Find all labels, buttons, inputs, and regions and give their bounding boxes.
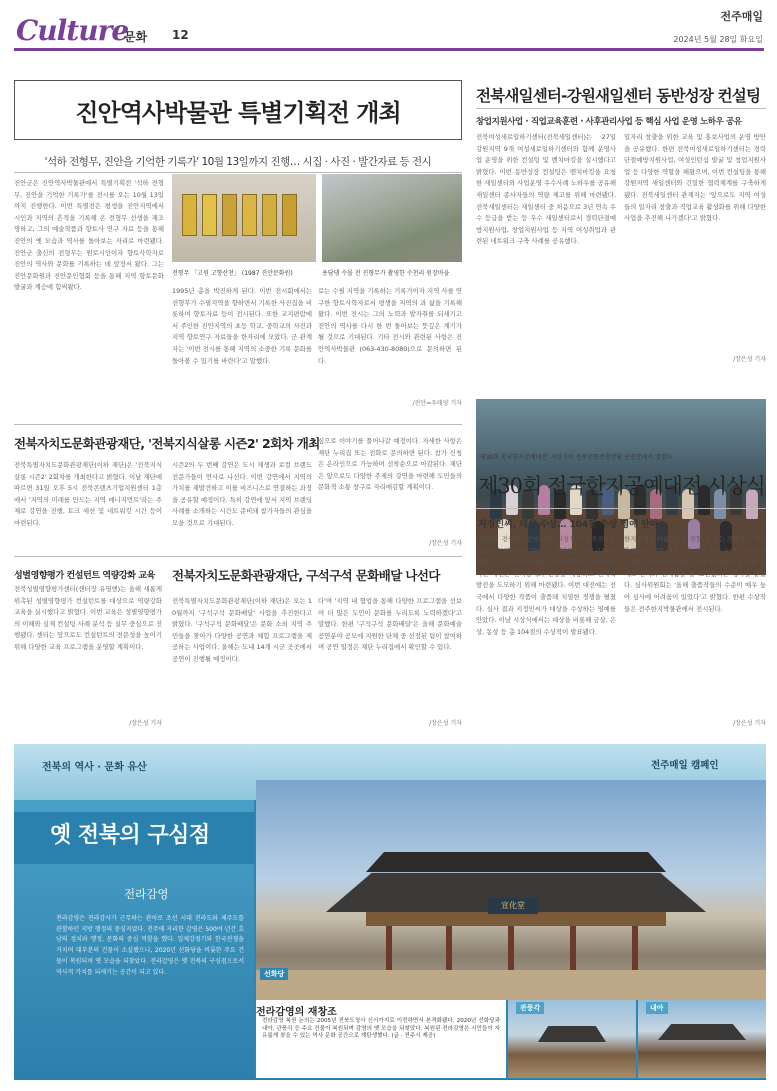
roof-upper bbox=[366, 852, 666, 872]
feature-caption-body: 전라감영 복원 논의는 2005년 전북도청사 신시가지로 이전하면서 본격화됐다. 2020년 선화당과 내아, 관풍각 등 주요 건물이 복원되며 감영의 옛 모습을 되찾았다. 복원된 전라감영은 시민들이 자유롭게 찾을 수 있는 역사 문화 공간으로 재탄생했다. (글 · 전주시 제공) bbox=[262, 1018, 500, 1040]
training-headline: 성별영향평가 컨설턴트 역량강화 교육 bbox=[14, 571, 155, 581]
salon-headline: 전북자치도문화관광재단, '전북지식살롱 시즌2' 2회차 개최 bbox=[14, 436, 320, 451]
book-cover bbox=[202, 194, 217, 236]
book-cover bbox=[242, 194, 257, 236]
seonhwadang-photo bbox=[256, 780, 766, 1000]
group-photo-caption: '제30회 전국한지공예대전' 시상식이 전북전통종합전당 공연장에서 열렸다. bbox=[478, 454, 675, 461]
hanji-body-col1: '제30회 전국한지공예대전' 시상식이 전북전통종합전당 공연장에서 열렸다. 전북도와 전주시가 주최하고 전주한지공예대전 운영위원회가 주관하는 이번 대전은 한지공예의 전통을 계승하고 현대적 발전을 도모하기 위해 마련됐다. 이번 대전에는 전국에서 다양한 작품이 출품돼 치열한 경쟁을 펼쳤다. 심사 결과 지정민씨가 대상을 수상하는 영예를 안았다. 이날 시상식에서는 대상을 비롯해 금상, 은상, 동상 등 총 104점의 수상작이 발표됐다. bbox=[476, 535, 616, 636]
feature-campaign-label: 전주매일 캠페인 bbox=[651, 760, 719, 771]
book-cover bbox=[282, 194, 297, 236]
salon-body-col1: 전북특별자치도문화관광재단(이하 재단)은 '전북지식살롱 시즌2' 2회차를 개최한다고 밝혔다. 이날 재단에 따르면 31일 오후 5시 전북콘텐츠기업지원센터 1층에서 '지역의 미래를 만드는 지역 매니지먼트'라는 주제로 강연을 진행, 토크 세션 및 네트워킹 시간 등이 마련된다. bbox=[14, 461, 162, 527]
gwanpunggak-photo bbox=[508, 1000, 636, 1078]
right-body-col1: 전북여성새로일하기센터(전북새일센터)는 27일 강원지역 9개 여성새로일하기센터와 함께 운영사업 운영을 위한 컨설팅 및 벤치마킹을 실시했다고 밝혔다. 이번 동반성장 컨설팅은 벤치마킹을 요청한 새일센터와 사업운영 우수사례 노하우를 공유해 새일센터 종사자들의 역량 제고를 위해 마련됐다. 전북새일센터는 새일센터 중 처음으로 3년 연속 우수 등급을 받는 등 우수 새일센터로서 경력단절예방지원사업, 창업지원사업 등 지역 여성취업과 관련된 네트워크 구축 사례를 공유했다. bbox=[476, 133, 616, 246]
byline: /장은성 기자 bbox=[129, 720, 162, 727]
culture-body-col2: 다'며 '지역 내 협업을 통해 다양한 프로그램을 선보여 더 많은 도민이 문화를 누리도록 노력하겠다'고 말했다. 한편 '구석구석 문화배달'은 올해 문화예술 공연분야 공모에 지원한 단체 중 선정된 팀이 참여하며 공연 일정은 재단 누리집에서 확인할 수 있다. bbox=[318, 597, 462, 652]
hanji-body-col2: 한지공예의 아름다움을 전할 수 있는 작품들이 대거 출품되며 이번 대전의 수준을 한층 높였다. 대상을 수상한 지정민씨 작품은 '전통과 현대의 조화'를 주제로 한지의 섬세함을 잘 표현했다는 평가를 받았다. 심사위원회는 '올해 출품작들의 수준이 매우 높아 심사에 어려움이 있었다'고 밝혔다. 한편 수상작들은 전주한지박물관에서 전시된다. bbox=[624, 535, 766, 613]
main-body-col1: 진안군은 진안역사박물관에서 특별기획전 '석하 전형무, 진안을 기억한 기록가'를 전시를 오는 10월 13일까지 진행한다. 이번 특별전은 평생을 진안지역에서 시인과 지역의 흔적을 기록해 온 전형무 선생을 재조명하고, 그의 예술작품과 향토사 연구 자료 등을 통해 진안의 옛 모습과 역사를 돌아보는 자리로 마련됐다. 진안군 출신의 전형무는 원로시인이자 향토사학자로 진안의 역사와 문화를 기록하는 데 앞장서 왔다. 그는 진안문화원과 진안문인협회 등을 통해 지역 향토문화 발굴과 계승에 힘써왔다. bbox=[14, 179, 164, 292]
page-number: 12 bbox=[172, 28, 189, 42]
roof bbox=[538, 1026, 606, 1042]
divider bbox=[476, 508, 766, 509]
aerial-village-photo bbox=[322, 174, 462, 262]
right-headline: 전북새일센터-강원새일센터 동반성장 컨설팅 bbox=[476, 87, 761, 105]
byline: /장은성 기자 bbox=[429, 720, 462, 727]
section-name: 문화 bbox=[124, 30, 148, 44]
right-body-col2: 일자리 창출을 위한 교육 및 홍보사업의 운영 방안을 공유했다. 한편 전북여성새로일하기센터는 경력단절예방지원사업, 여성인턴십 발굴 및 창업지원사업 등 다양한 역할을 해왔으며, 이번 컨설팅을 통해 강원지역 새일센터와 긴밀한 협력체계를 구축하게 됐다. 전북새일센터 관계자는 '앞으로도 지역 여성들의 일자리 창출과 직업교육 활성화를 위해 다양한 사업을 추진해 나가겠다'고 밝혔다. bbox=[624, 133, 766, 223]
caption-aerial: 용담댐 수몰 전 진형무가 촬영한 수천리 원장마을 bbox=[322, 270, 450, 277]
photo-label: 내아 bbox=[646, 1002, 668, 1014]
pillar bbox=[508, 926, 514, 976]
divider bbox=[14, 172, 462, 173]
main-headline: 진안역사박물관 특별기획전 개최 bbox=[75, 99, 401, 127]
training-body: 전북성별영향평가센터(센터장 유영엔)는 올해 새롭게 위촉된 성별영향평가 컨설턴트를 대상으로 역량강화 교육을 실시했다고 밝혔다. 이번 교육은 성별영향평가의 이해와 실제 컨설팅 사례 분석 등 실무 중심으로 진행됐다. 센터는 앞으로도 컨설턴트의 전문성을 높이기 위해 다양한 교육 프로그램을 운영할 계획이다. bbox=[14, 585, 162, 651]
main-headline-box bbox=[14, 80, 462, 140]
hanji-headline: 제30회 전국한지공예대전 시상식 bbox=[478, 474, 765, 498]
divider bbox=[14, 556, 462, 557]
book-cover bbox=[182, 194, 197, 236]
feature-caption-headline: 전라감영의 재창조 bbox=[256, 1007, 337, 1018]
salon-body-col2: 시즌2의 두 번째 강연은 도시 재생과 로컬 브랜드 전문가들이 연사로 나선다. 이번 강연에서 지역의 가치를 재발견하고 이를 비즈니스로 연결하는 과정을 공유할 예정이다. 특히 강연에 앞서 지역 브랜딩 사례를 소개하는 시간도 준비돼 참가자들의 관심을 모을 것으로 기대된다. bbox=[172, 461, 312, 527]
roof-beam bbox=[366, 912, 666, 926]
feature-series-tag: 전북의 역사 · 문화 유산 bbox=[42, 762, 147, 773]
byline: /장은성 기자 bbox=[733, 720, 766, 727]
roof bbox=[658, 1024, 746, 1040]
newspaper-brand: 전주매일 bbox=[720, 10, 763, 23]
feature-subtitle: 전라감영 bbox=[124, 887, 169, 901]
feature-body: 전라감영은 전라감사가 근무하는 관아로 조선 시대 전라도와 제주도를 관할하던 지방 행정의 중심지였다. 전주에 자리한 감영은 500여 년간 호남의 정치와 행정, 문화의 중심 역할을 했다. 일제강점기와 한국전쟁을 거치며 대부분의 건물이 소실됐으나, 2020년 선화당을 비롯한 주요 건물이 복원되며 옛 모습을 되찾았다. 전라감영은 옛 전북의 구심점으로서 역사적 가치를 되새기는 공간이 되고 있다. bbox=[56, 915, 244, 976]
pillar bbox=[632, 926, 638, 976]
main-body-col2: 1995년 총을 박진하게 된다. 이번 전시회에서는 전형무가 수필지역을 향하면서 기록한 사진집을 비롯하여 향토자료 등이 전시된다. 또한 교지편람에서 주인한 진안지역의 초등 학교, 중학교의 사진과 지역 향토연구 자료들을 한자리에 모았다. 군 관계자는 '이번 전시를 통해 지역의 소중한 기록 문화를 돌아볼 수 있기를 바란다'고 말했다. bbox=[172, 287, 312, 365]
divider bbox=[14, 424, 462, 425]
book-cover bbox=[222, 194, 237, 236]
main-subhead: '석하 전형무, 진안을 기억한 기록가' 10월 13일까지 진행… 시집 · 사진 · 발간자료 등 전시 bbox=[44, 156, 432, 168]
right-subhead: 창업지원사업 · 직업교육훈련 · 사후관리사업 등 핵심 사업 운영 노하우 공유 bbox=[476, 117, 742, 127]
pillar bbox=[570, 926, 576, 976]
hall-plaque: 宣化堂 bbox=[488, 898, 538, 914]
feature-title: 옛 전북의 구심점 bbox=[50, 822, 210, 848]
photo-label: 선화당 bbox=[260, 968, 288, 980]
byline: /진안=우태양 기자 bbox=[412, 400, 462, 407]
book-cover bbox=[262, 194, 277, 236]
pillar bbox=[446, 926, 452, 976]
culture-body-col1: 전북특별자치도문화관광재단(이하 재단)은 오는 10월까지 '구석구석 문화배달' 사업을 추진한다고 밝혔다. '구석구석 문화배달'은 문화 소외 지역 주민들을 찾아가 다양한 공연과 체험 프로그램을 제공하는 사업이다. 올해는 도내 14개 시군 곳곳에서 공연이 진행될 예정이다. bbox=[172, 597, 312, 663]
caption-books: 전형무 「고원 고향산천」 (1987 진안문화원) bbox=[172, 270, 293, 277]
pillar bbox=[386, 926, 392, 976]
hanji-subhead: 지정민씨, 대상 수상… 104점 수상 영예 안아 bbox=[478, 520, 659, 530]
courtyard-ground bbox=[256, 970, 766, 1000]
header-rule bbox=[14, 48, 764, 51]
photo-label: 관풍각 bbox=[516, 1002, 544, 1014]
culture-headline: 전북자치도문화관광재단, 구석구석 문화배달 나선다 bbox=[172, 568, 440, 583]
books-photo bbox=[172, 174, 316, 262]
issue-date: 2024년 5월 28일 화요일 bbox=[673, 35, 763, 44]
salon-body-col3: 심으로 이야기를 풀어나갈 예정이다. 자세한 사항은 재단 누리집 또는 전화로 문의하면 된다. 참가 신청은 온라인으로 가능하며 선착순으로 마감된다. 재단은 앞으로도 다양한 주제의 강연을 마련해 도민들의 문화적 소통 창구로 자리매김할 계획이다. bbox=[318, 437, 462, 492]
divider bbox=[476, 108, 766, 109]
main-body-col3: 로는 수필 지역을 기록하는 기록가이자 지역 사를 연구한 향토사학자로서 평생을 지역의 과 삶을 기록해 왔다. 이번 전시는 그의 노력과 발자취를 되새기고 진안의 역사를 다시 한 번 돌아보는 뜻깊은 계기가 될 것으로 기대된다. 기타 전시와 관련된 사항은 진안역사박물관 (063-430-8080)으로 문의하면 된다. bbox=[318, 287, 462, 365]
naea-photo bbox=[638, 1000, 766, 1078]
byline: /장은성 기자 bbox=[429, 540, 462, 547]
byline: /장은성 기자 bbox=[733, 356, 766, 363]
section-logo: Culture bbox=[16, 14, 129, 47]
